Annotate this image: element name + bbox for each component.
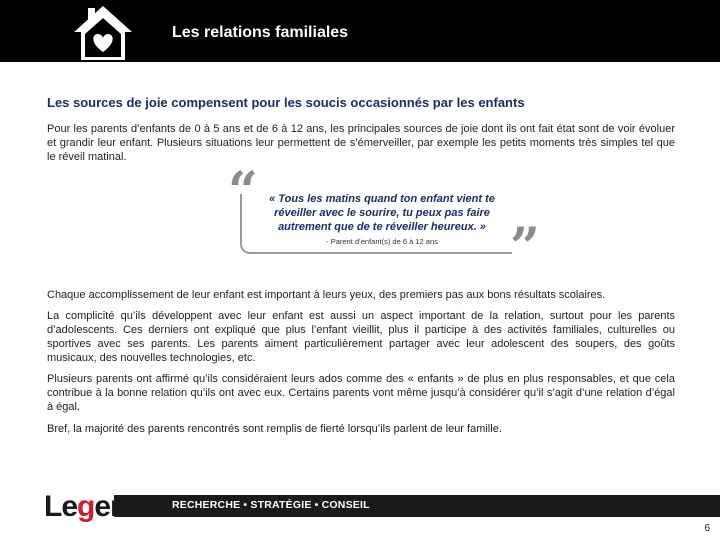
footer-bar (114, 495, 720, 517)
quote-text: « Tous les matins quand ton enfant vient te réveiller avec le sourire, tu peux pas faire autrement que de te réveiller heureux. » (269, 193, 495, 233)
quote-attribution: - Parent d’enfant(s) de 6 à 12 ans (326, 237, 438, 246)
paragraph-1: Pour les parents d’enfants de 0 à 5 ans et de 6 à 12 ans, les principales sources de joie dont ils ont fait état sont de voir évoluer et grandir leur enfant. Plusieurs situations leur permettent de s’émerveiller, par exemple les petits moments très simples tel que le réveil matinal. (47, 123, 675, 163)
logo-suffix: er (94, 490, 121, 523)
open-quote-mark: “ (228, 161, 258, 222)
logo-prefix: Le (44, 490, 78, 523)
page-number: 6 (704, 523, 710, 534)
paragraph-2: Chaque accomplissement de leur enfant est important à leurs yeux, des premiers pas aux bons résultats scolaires. (47, 289, 606, 301)
section-subtitle: Les sources de joie compensent pour les soucis occasionnés par les enfants (47, 95, 525, 110)
footer-tagline: RECHERCHE • STRATÉGIE • CONSEIL (172, 499, 370, 511)
quote-block (228, 161, 540, 278)
paragraph-5: Bref, la majorité des parents rencontrés sont remplis de fierté lorsqu’ils parlent de leur famille. (47, 423, 502, 435)
leger-logo (44, 490, 121, 524)
paragraph-3: La complicité qu’ils développent avec leur enfant est aussi un aspect important de la relation, surtout pour les parents d’adolescents. Ces derniers ont expliqué que plus l’enfant vieillit, plus il participe à des activités familiales, culturelles ou sportives avec ses parents. Les parents aiment particulièrement partager avec leur adolescent des soupers, des goûts musicaux, des nouvelles technologies, etc. (47, 310, 675, 364)
paragraph-4: Plusieurs parents ont affirmé qu’ils considéraient leurs ados comme des « enfants » de plus en plus responsables, et que cela contribue à la bonne relation qu’ils ont avec eux. Certains parents vont même jusqu’à considérer qu’il s’agit d’une relation d’égal à égal. (47, 373, 675, 413)
house-heart-icon (70, 2, 136, 62)
header-bar (0, 0, 720, 62)
logo-g: g (77, 490, 95, 523)
page-title: Les relations familiales (172, 24, 349, 41)
close-quote-mark: ” (510, 217, 540, 278)
